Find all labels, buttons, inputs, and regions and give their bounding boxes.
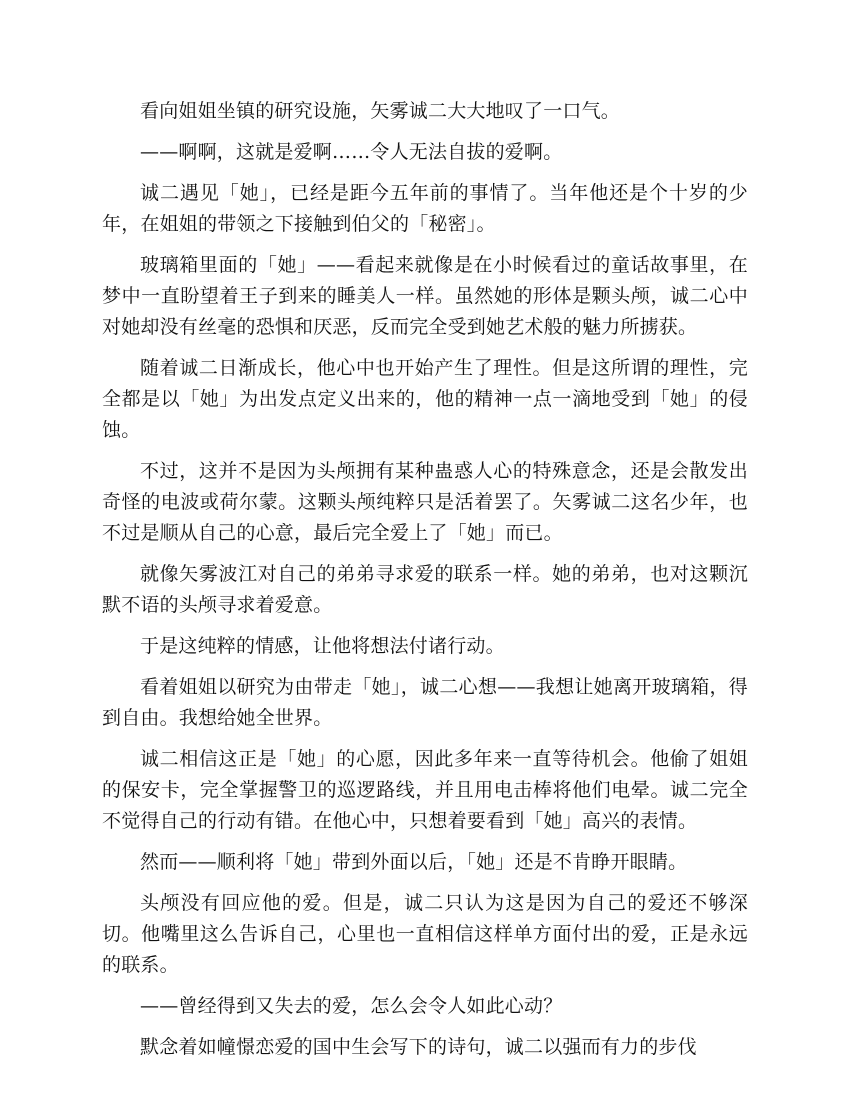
paragraph-14: 默念着如幢憬恋爱的国中生会写下的诗句，诚二以强而有力的步伐 <box>140 1036 697 1058</box>
paragraph-8: 于是这纯粹的情感，让他将想法付诸行动。 <box>140 635 505 657</box>
paragraph-9: 看着姐姐以研究为由带走「她」，诚二心想——我想让她离开玻璃箱，得到自由。我想给她全世界。 <box>102 676 748 729</box>
paragraph-11: 然而——顺利将「她」带到外面以后，「她」还是不肯睁开眼睛。 <box>140 851 688 873</box>
paragraph-6: 不过，这并不是因为头颅拥有某种蛊惑人心的特殊意念，还是会散发出奇怪的电波或荷尔蒙。这颗头颅纯粹只是活着罢了。矢雾诚二这名少年，也不过是顺从自己的心意，最后完全爱上了「她」而已。 <box>102 460 748 544</box>
paragraph-4: 玻璃箱里面的「她」——看起来就像是在小时候看过的童话故事里，在梦中一直盼望着王子到来的睡美人一样。虽然她的形体是颗头颅，诚二心中对她却没有丝毫的恐惧和厌恶，反而完全受到她艺术般的魅力所掳获。 <box>102 254 748 338</box>
paragraph-13: ——曾经得到又失去的爱，怎么会令人如此心动？ <box>140 995 563 1017</box>
paragraph-1: 看向姐姐坐镇的研究设施，矢雾诚二大大地叹了一口气。 <box>140 100 621 122</box>
document-body <box>102 96 748 1073</box>
paragraph-5: 随着诚二日渐成长，他心中也开始产生了理性。但是这所谓的理性，完全都是以「她」为出发点定义出来的，他的精神一点一滴地受到「她」的侵蚀。 <box>102 357 748 441</box>
paragraph-12: 头颅没有回应他的爱。但是，诚二只认为这是因为自己的爱还不够深切。他嘴里这么告诉自己，心里也一直相信这样单方面付出的爱，正是永远的联系。 <box>102 892 748 976</box>
paragraph-3: 诚二遇见「她」，已经是距今五年前的事情了。当年他还是个十岁的少年，在姐姐的带领之下接触到伯父的「秘密」。 <box>102 182 748 235</box>
paragraph-7: 就像矢雾波江对自己的弟弟寻求爱的联系一样。她的弟弟，也对这颗沉默不语的头颅寻求着爱意。 <box>102 563 748 616</box>
paragraph-2: ——啊啊，这就是爱啊……令人无法自拔的爱啊。 <box>140 141 563 163</box>
paragraph-10: 诚二相信这正是「她」的心愿，因此多年来一直等待机会。他偷了姐姐的保安卡，完全掌握警卫的巡逻路线，并且用电击棒将他们电晕。诚二完全不觉得自己的行动有错。在他心中，只想着要看到「她」高兴的表情。 <box>102 748 748 832</box>
